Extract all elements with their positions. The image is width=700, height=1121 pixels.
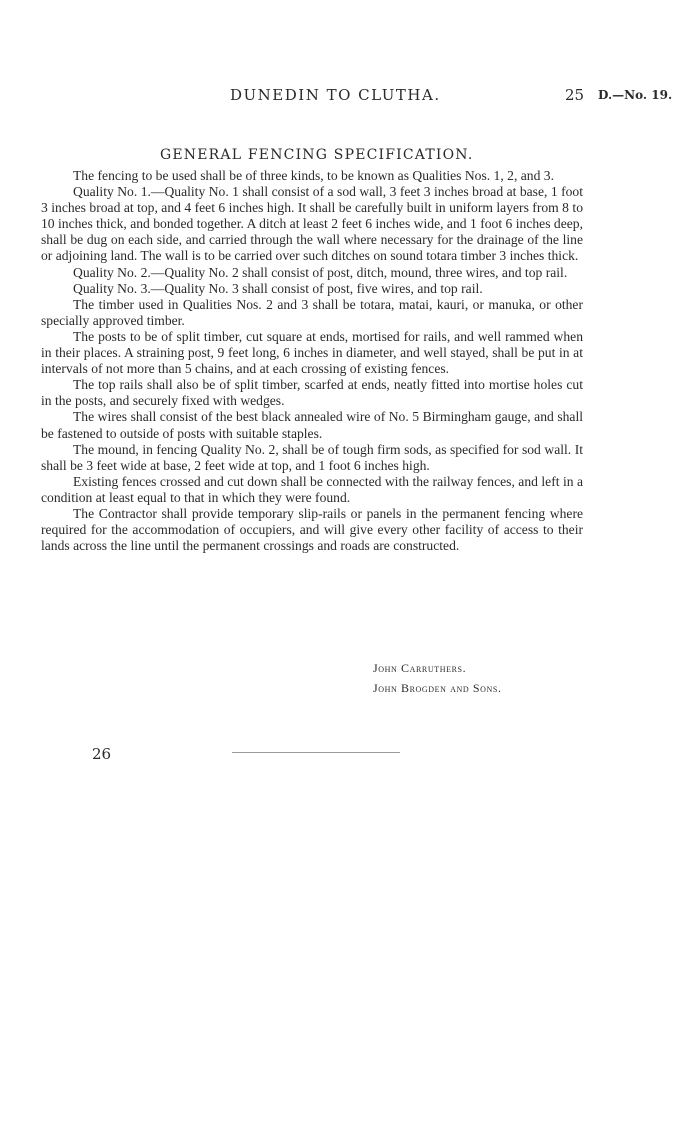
paragraph-intro: The fencing to be used shall be of three kinds, to be known as Qualities Nos. 1, 2, and 3. bbox=[73, 168, 554, 183]
signatory: John Carruthers. bbox=[373, 661, 467, 675]
signature-block bbox=[373, 658, 502, 698]
signatory: John Brogden and Sons. bbox=[373, 681, 502, 695]
page-number: 25 bbox=[565, 86, 585, 104]
paragraph-quality-2: Quality No. 2.—Quality No. 2 shall consist of post, ditch, mound, three wires, and top rail. bbox=[73, 264, 568, 280]
paragraph-contractor: The Contractor shall provide temporary slip-rails or panels in the permanent fencing where required for the accommodation of occupiers, and will give every other facility of access to their lands across the line until the permanent crossings and roads are constructed. bbox=[41, 505, 583, 554]
document-reference: D.—No. 19. bbox=[598, 88, 673, 102]
footer-divider bbox=[232, 752, 400, 753]
paragraph-quality-1: Quality No. 1.—Quality No. 1 shall consist of a sod wall, 3 feet 3 inches broad at base, 1 foot 3 inches broad at top, and 4 feet 6 inches high. It shall be carefully built in uniform layers from 8 to 10 inches thick, and bonded together. A ditch at least 2 feet 6 inches wide, and 1 foot 6 inches deep, shall be dug on each side, and carried through the wall where necessary for the drainage of the line or adjoining land. The wall is to be carried over such ditches on sound totara timber 3 inches thick. bbox=[41, 184, 583, 264]
paragraph-timber: The timber used in Qualities Nos. 2 and 3 shall be totara, matai, kauri, or manuka, or other specially approved timber. bbox=[41, 296, 583, 328]
paragraph-wires: The wires shall consist of the best black annealed wire of No. 5 Birmingham gauge, and shall be fastened to outside of posts with suitable staples. bbox=[41, 409, 583, 441]
footer-page-number: 26 bbox=[92, 745, 112, 763]
paragraph-top-rails: The top rails shall also be of split timber, scarfed at ends, neatly fitted into mortise holes cut in the posts, and securely fixed with wedges. bbox=[41, 377, 583, 409]
specification-body bbox=[41, 168, 583, 554]
paragraph-quality-3: Quality No. 3.—Quality No. 3 shall consist of post, five wires, and top rail. bbox=[73, 280, 483, 296]
section-heading: GENERAL FENCING SPECIFICATION. bbox=[160, 147, 474, 163]
paragraph-existing-fences: Existing fences crossed and cut down shall be connected with the railway fences, and left in a condition at least equal to that in which they were found. bbox=[41, 473, 583, 505]
paragraph-mound: The mound, in fencing Quality No. 2, shall be of tough firm sods, as specified for sod wall. It shall be 3 feet wide at base, 2 feet wide at top, and 1 foot 6 inches high. bbox=[41, 441, 583, 473]
paragraph-posts: The posts to be of split timber, cut square at ends, mortised for rails, and well rammed when in their places. A straining post, 9 feet long, 6 inches in diameter, and well stayed, shall be put in at intervals of not more than 5 chains, and at each crossing of existing fences. bbox=[41, 328, 583, 377]
running-header-title: DUNEDIN TO CLUTHA. bbox=[230, 86, 441, 104]
